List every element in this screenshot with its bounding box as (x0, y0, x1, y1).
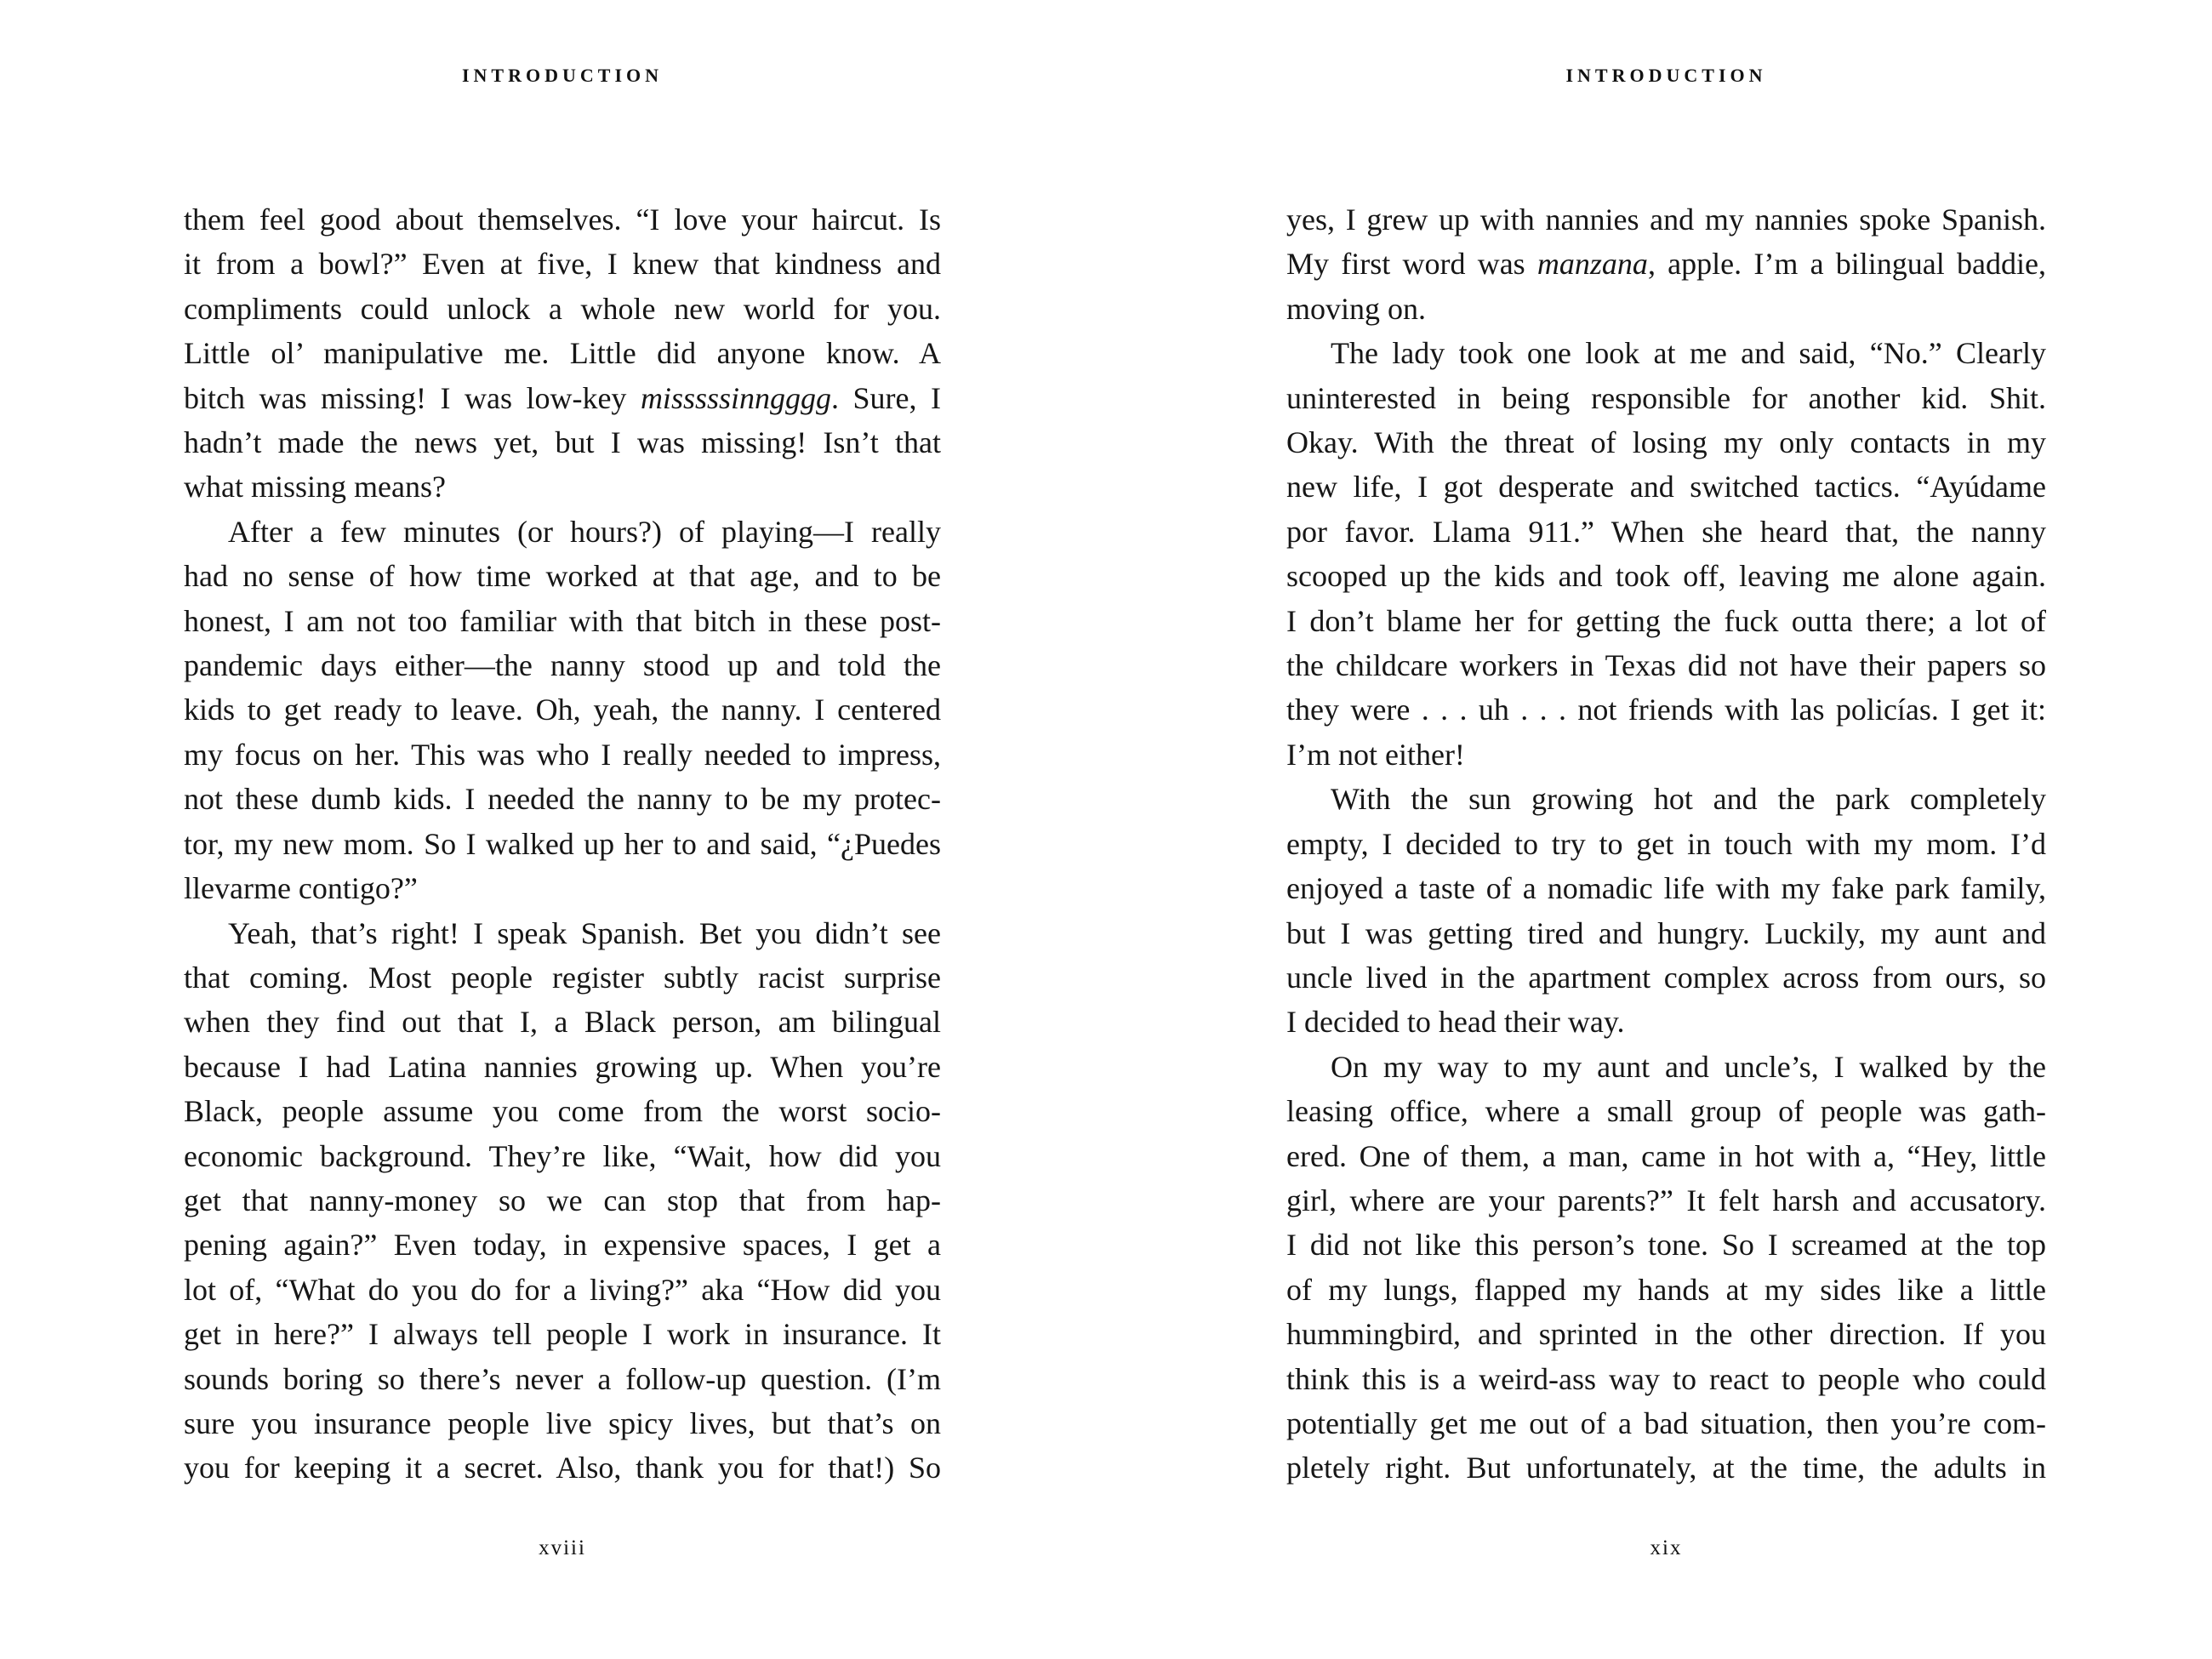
text-line: girl, where are your parents?” It felt harsh and accusatory. (1286, 1183, 2046, 1217)
text-line: it from a bowl?” Even at five, I knew that kindness and (184, 247, 941, 282)
text-line: you for keeping it a secret. Also, thank you for that!) So (184, 1451, 941, 1485)
text-line: Little ol’ manipulative me. Little did anyone know. A (184, 336, 941, 371)
text-line: por favor. Llama 911.” When she heard that, the nanny (1286, 514, 2046, 549)
text-line: when they find out that I, a Black person, am bilingual (184, 1005, 941, 1040)
text-line: honest, I am not too familiar with that bitch in these post- (184, 603, 941, 638)
text-line: Yeah, that’s right! I speak Spanish. Bet you didn’t see (228, 915, 941, 950)
text-line: Okay. With the threat of losing my only contacts in my (1286, 425, 2046, 460)
running-header: INTRODUCTION (461, 65, 664, 86)
text-line: get in here?” I always tell people I work in insurance. It (184, 1317, 941, 1352)
text-line: because I had Latina nannies growing up. When you’re (184, 1049, 941, 1084)
text-line: moving on. (1286, 291, 1427, 326)
page-number: xviii (539, 1536, 586, 1559)
text-line: tor, my new mom. So I walked up her to and said, “¿Puedes (184, 826, 941, 861)
text-line: ered. One of them, a man, came in hot with a, “Hey, little (1286, 1138, 2046, 1173)
text-line: bitch was missing! I was low-key misssssinngggg. Sure, I (184, 380, 941, 415)
text-line: uncle lived in the apartment complex across from ours, so (1286, 960, 2046, 995)
text-line: The lady took one look at me and said, “No.” Clearly (1331, 336, 2046, 371)
text-line: them feel good about themselves. “I love your haircut. Is (184, 202, 941, 237)
text-line: With the sun growing hot and the park completely (1331, 782, 2046, 817)
text-line: had no sense of how time worked at that age, and to be (184, 559, 941, 594)
text-line: On my way to my aunt and uncle’s, I walked by the (1331, 1049, 2046, 1084)
text-line: what missing means? (184, 470, 446, 505)
text-line: think this is a weird-ass way to react to people who could (1286, 1361, 2046, 1396)
text-line: leasing office, where a small group of people was gath- (1286, 1094, 2046, 1129)
text-line: sounds boring so there’s never a follow-up question. (I’m (184, 1361, 941, 1396)
text-line: I decided to head their way. (1286, 1005, 1625, 1040)
text-line: Black, people assume you come from the worst socio- (184, 1094, 941, 1129)
text-line: uninterested in being responsible for another kid. Shit. (1286, 380, 2046, 415)
text-line: hadn’t made the news yet, but I was missing! Isn’t that (184, 425, 941, 460)
body-text (1286, 197, 2046, 1491)
text-line: My first word was manzana, apple. I’m a bilingual baddie, (1286, 247, 2046, 282)
text-line: my focus on her. This was who I really needed to impress, (184, 737, 941, 772)
text-line: I did not like this person’s tone. So I screamed at the top (1286, 1228, 2046, 1263)
text-line: the childcare workers in Texas did not have their papers so (1286, 648, 2046, 683)
text-line: empty, I decided to try to get in touch with my mom. I’d (1286, 826, 2046, 861)
text-line: I don’t blame her for getting the fuck outta there; a lot of (1286, 603, 2046, 638)
page-right (1286, 0, 2046, 1659)
body-text (184, 197, 941, 1491)
text-line: yes, I grew up with nannies and my nannies spoke Spanish. (1286, 202, 2046, 237)
text-line: new life, I got desperate and switched tactics. “Ayúdame (1286, 470, 2046, 505)
text-line: hummingbird, and sprinted in the other direction. If you (1286, 1317, 2046, 1352)
page-number: xix (1650, 1536, 1683, 1559)
text-line: kids to get ready to leave. Oh, yeah, the nanny. I centered (184, 693, 941, 727)
text-line: they were . . . uh . . . not friends with las policías. I get it: (1286, 693, 2046, 727)
text-line: I’m not either! (1286, 737, 1465, 772)
text-line: llevarme contigo?” (184, 871, 418, 906)
text-line: scooped up the kids and took off, leaving me alone again. (1286, 559, 2046, 594)
text-line: lot of, “What do you do for a living?” aka “How did you (184, 1272, 941, 1307)
text-line: of my lungs, flapped my hands at my sides like a little (1286, 1272, 2046, 1307)
page-left (184, 0, 941, 1659)
text-line: get that nanny-money so we can stop that from hap- (184, 1183, 941, 1217)
text-line: but I was getting tired and hungry. Luckily, my aunt and (1286, 915, 2046, 950)
text-line: compliments could unlock a whole new world for you. (184, 291, 941, 326)
running-header: INTRODUCTION (1565, 65, 1767, 86)
text-line: sure you insurance people live spicy lives, but that’s on (184, 1405, 941, 1440)
text-line: pening again?” Even today, in expensive spaces, I get a (184, 1228, 941, 1263)
text-line: After a few minutes (or hours?) of playing—I really (228, 514, 941, 549)
text-line: pletely right. But unfortunately, at the time, the adults in (1286, 1451, 2046, 1485)
text-line: pandemic days either—the nanny stood up and told the (184, 648, 941, 683)
text-line: potentially get me out of a bad situation, then you’re com- (1286, 1405, 2046, 1440)
text-line: not these dumb kids. I needed the nanny to be my protec- (184, 782, 941, 817)
text-line: that coming. Most people register subtly racist surprise (184, 960, 941, 995)
text-line: enjoyed a taste of a nomadic life with my fake park family, (1286, 871, 2046, 906)
text-line: economic background. They’re like, “Wait, how did you (184, 1138, 941, 1173)
